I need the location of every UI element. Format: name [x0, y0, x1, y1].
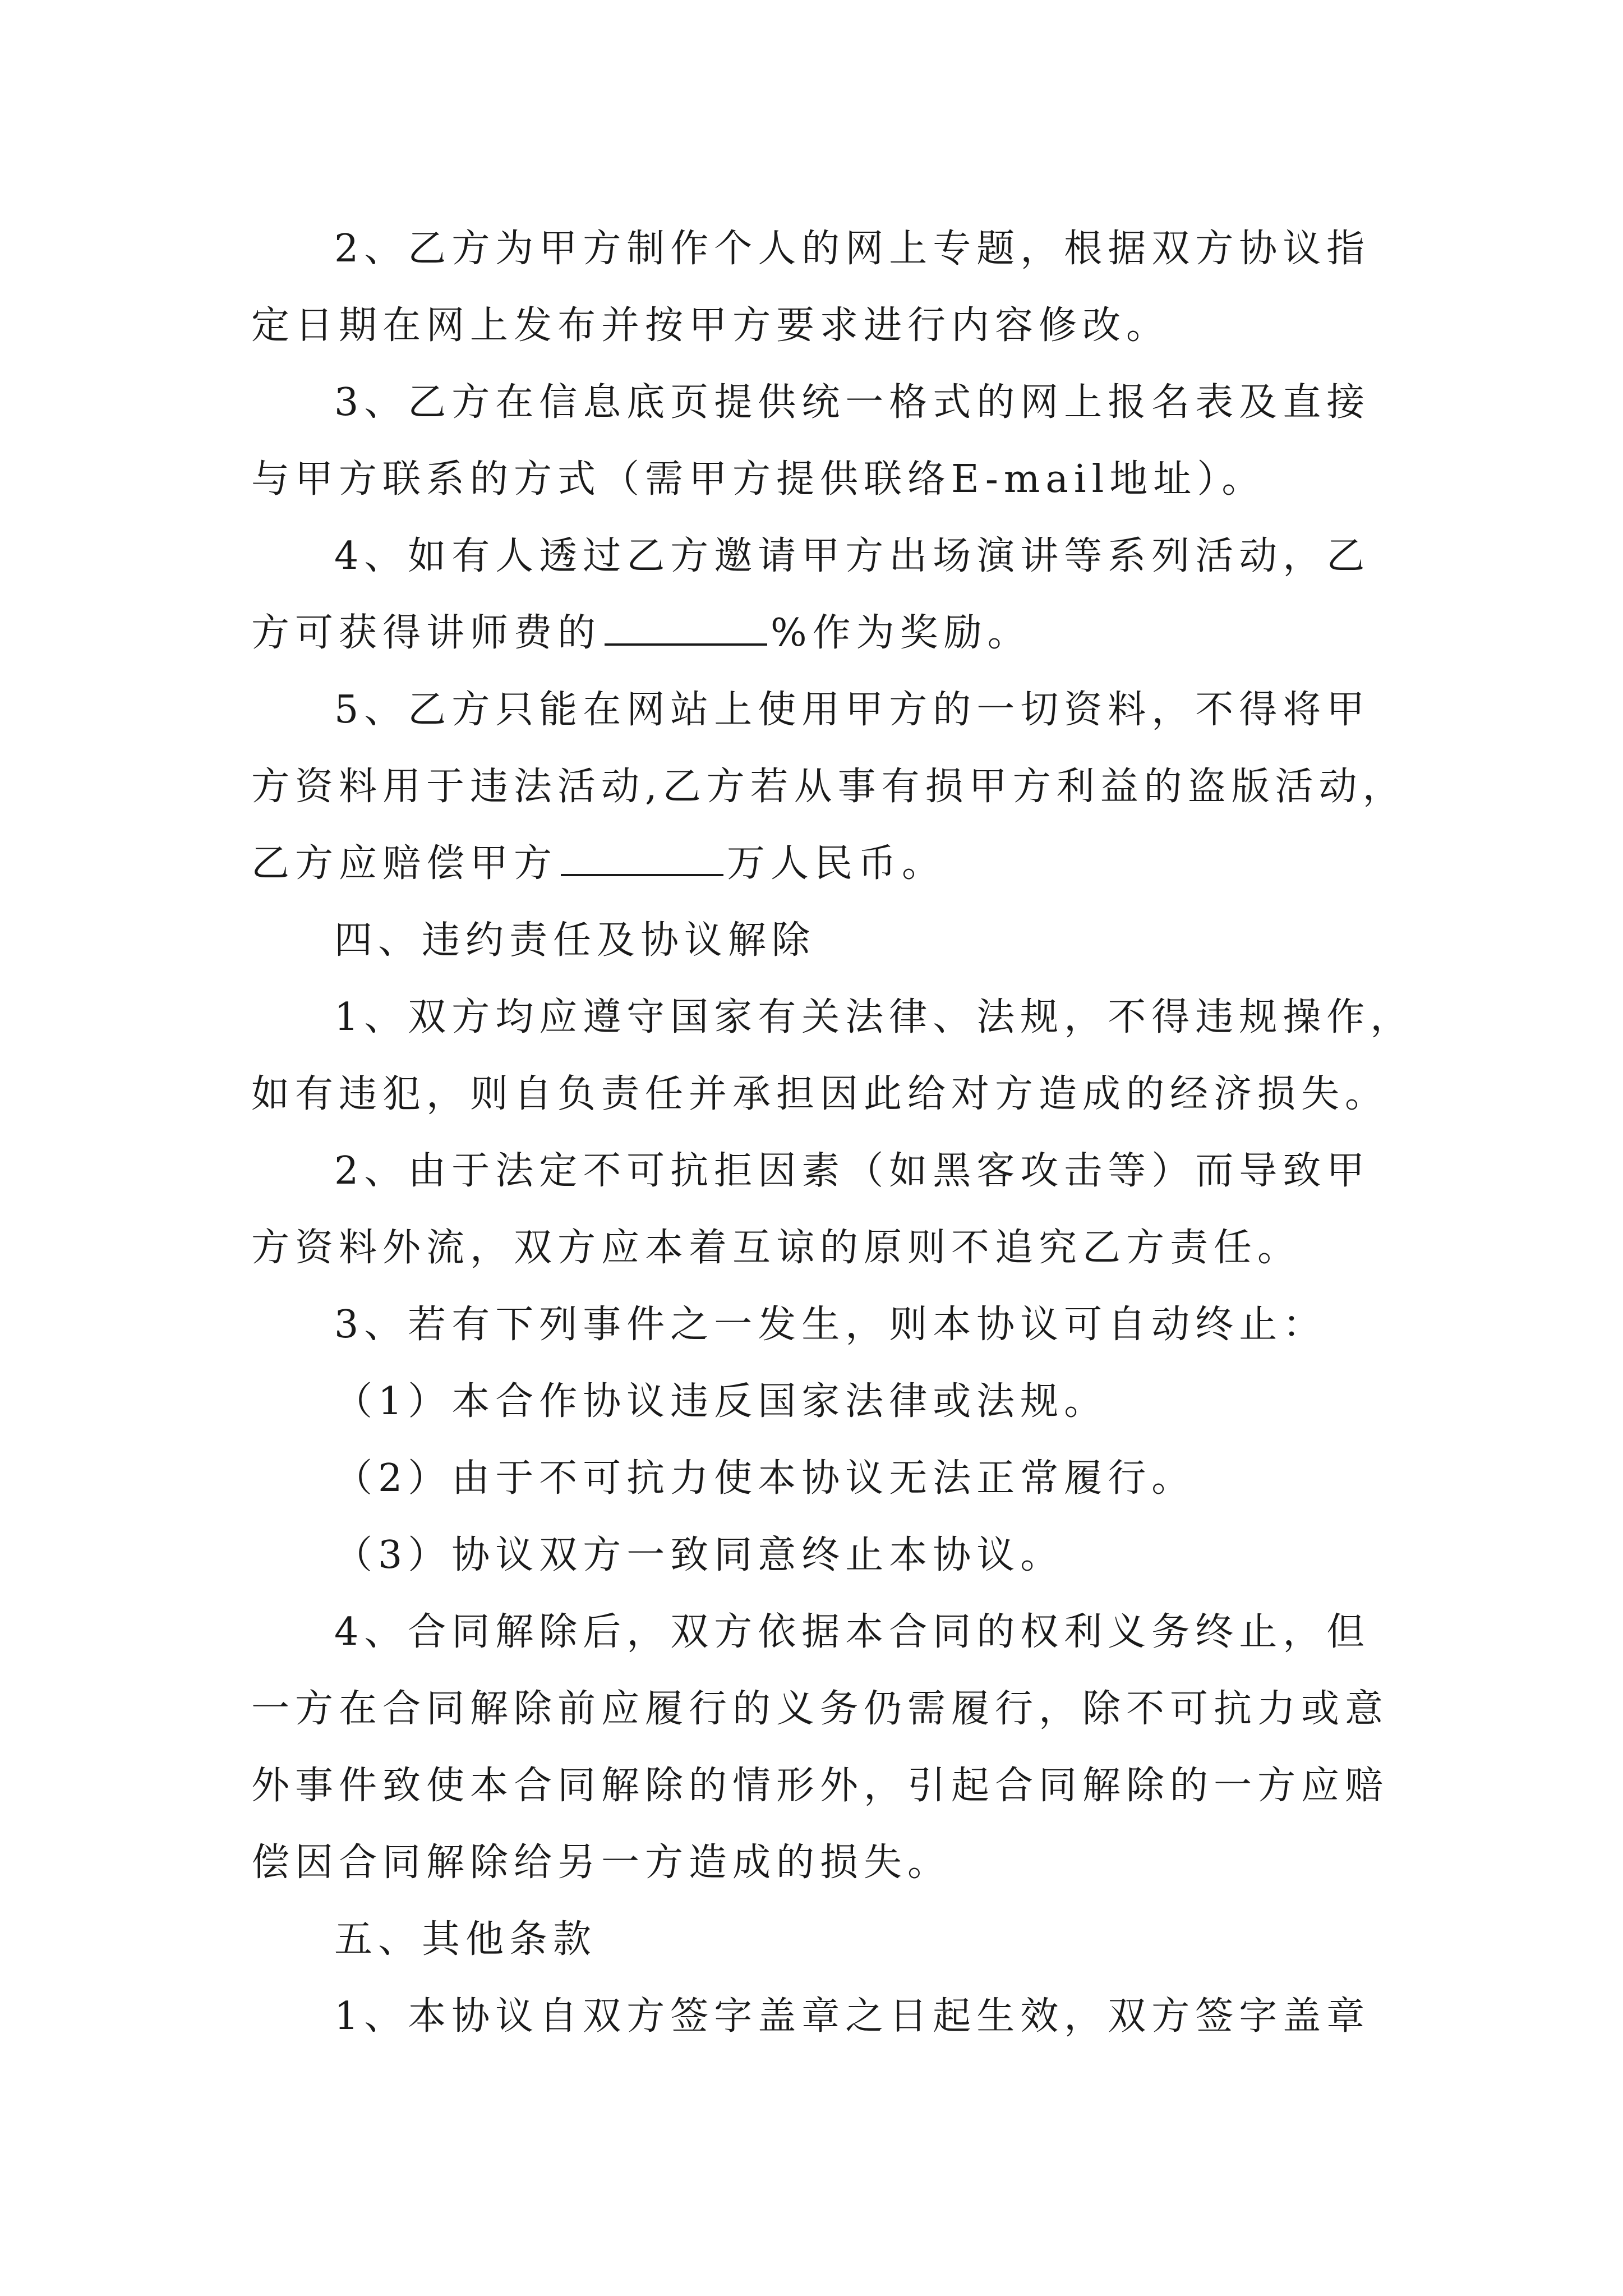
fee-line-before: 方可获得讲师费的 [251, 611, 602, 655]
fee-percentage-blank [605, 611, 767, 646]
document-body [251, 210, 1414, 2055]
section-heading: 四、违约责任及协议解除 [334, 918, 816, 963]
paragraph-line: 2、由于法定不可抗拒因素（如黑客攻击等）而导致甲 [334, 1149, 1371, 1193]
fee-line [251, 595, 1395, 671]
paragraph-line: 偿因合同解除给另一方造成的损失。 [251, 1841, 952, 1885]
paragraph-line: 1、本协议自双方签字盖章之日起生效，双方签字盖章 [334, 1994, 1371, 2039]
paragraph-line: 如有违犯，则自负责任并承担因此给对方造成的经济损失。 [251, 1072, 1389, 1116]
paragraph-line: 1、双方均应遵守国家有关法律、法规，不得违规操作， [334, 995, 1414, 1039]
paragraph-line: 与甲方联系的方式（需甲方提供联络E-mail地址）。 [251, 457, 1266, 501]
compensation-line-before: 乙方应赔偿甲方 [251, 841, 558, 886]
list-item: （3）协议双方一致同意终止本协议。 [334, 1533, 1064, 1577]
paragraph-line: 5、乙方只能在网站上使用甲方的一切资料，不得将甲 [334, 688, 1371, 732]
paragraph-line: 4、合同解除后，双方依据本合同的权利义务终止，但 [334, 1610, 1371, 1654]
compensation-amount-blank [561, 841, 723, 876]
paragraph-line: 方资料外流，双方应本着互谅的原则不追究乙方责任。 [251, 1226, 1302, 1270]
paragraph-line: 3、乙方在信息底页提供统一格式的网上报名表及直接 [334, 380, 1371, 425]
paragraph-line: 定日期在网上发布并按甲方要求进行内容修改。 [251, 303, 1170, 348]
paragraph-line: 4、如有人透过乙方邀请甲方出场演讲等系列活动，乙 [334, 534, 1371, 578]
compensation-line-after: 万人民币。 [727, 841, 946, 886]
paragraph-line: 方资料用于违法活动,乙方若从事有损甲方利益的盗版活动， [251, 765, 1407, 809]
paragraph-line: 2、乙方为甲方制作个人的网上专题，根据双方协议指 [334, 227, 1371, 271]
list-item: （2）由于不可抗力使本协议无法正常履行。 [334, 1456, 1196, 1501]
list-item: （1）本合作协议违反国家法律或法规。 [334, 1379, 1108, 1424]
section-heading: 五、其他条款 [334, 1917, 597, 1962]
compensation-line [251, 825, 1395, 902]
paragraph-line: 一方在合同解除前应履行的义务仍需履行，除不可抗力或意 [251, 1687, 1389, 1731]
fee-line-after: %作为奖励。 [771, 611, 1031, 655]
paragraph-line: 外事件致使本合同解除的情形外，引起合同解除的一方应赔 [251, 1764, 1389, 1808]
paragraph-line: 3、若有下列事件之一发生，则本协议可自动终止： [334, 1303, 1327, 1347]
